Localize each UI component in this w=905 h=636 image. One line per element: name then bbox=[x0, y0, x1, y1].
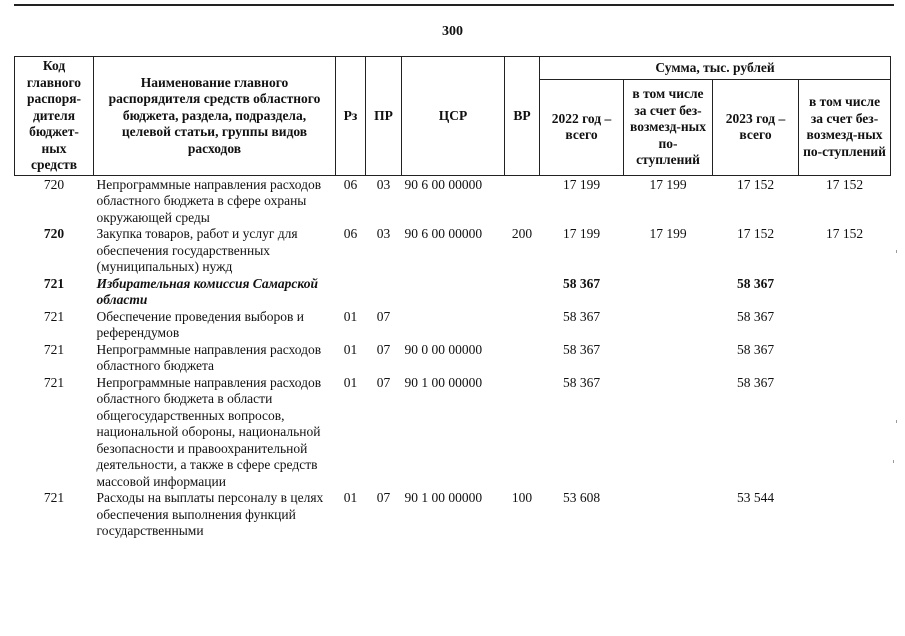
cell-2022-total: 58 367 bbox=[562, 374, 601, 390]
cell-code: 720 bbox=[43, 226, 65, 241]
cell-csr: 90 0 00 00000 bbox=[404, 341, 483, 357]
cell-2022-incl: 17 199 bbox=[649, 226, 687, 241]
table-row bbox=[15, 276, 891, 309]
cell-2023-incl bbox=[799, 375, 891, 491]
cell-vr: 100 bbox=[511, 490, 533, 505]
cell-2022-incl bbox=[624, 276, 713, 309]
cell-2022-incl bbox=[624, 342, 713, 375]
cell-2023-total: 17 152 bbox=[736, 226, 775, 241]
cell-rz: 01 bbox=[343, 374, 358, 390]
table-row bbox=[15, 226, 891, 276]
cell-pr: 03 bbox=[376, 226, 391, 241]
header-2022-total: 2022 год – всего bbox=[540, 80, 624, 176]
cell-vr bbox=[505, 375, 540, 491]
cell-csr: 90 6 00 00000 bbox=[404, 226, 483, 241]
cell-pr: 07 bbox=[376, 308, 391, 324]
cell-name: Непрограммные направления расходов областного бюджета в сфере охраны окружающей среды bbox=[96, 176, 322, 225]
header-sum-group: Сумма, тыс. рублей bbox=[540, 57, 891, 80]
cell-2023-total: 53 544 bbox=[736, 490, 775, 505]
cell-vr bbox=[505, 276, 540, 309]
cell-2022-total: 17 199 bbox=[562, 176, 601, 192]
header-pr: ПР bbox=[366, 57, 402, 176]
cell-2022-incl bbox=[624, 375, 713, 491]
cell-csr bbox=[402, 276, 505, 309]
cell-2022-incl bbox=[624, 309, 713, 342]
cell-2023-total: 58 367 bbox=[736, 308, 775, 324]
top-rule bbox=[14, 4, 894, 6]
cell-rz bbox=[336, 276, 366, 309]
cell-2022-total: 58 367 bbox=[562, 341, 601, 357]
cell-code: 721 bbox=[43, 275, 65, 291]
budget-table bbox=[14, 56, 891, 540]
cell-2023-incl bbox=[799, 276, 891, 309]
table-row bbox=[15, 375, 891, 491]
cell-code: 721 bbox=[43, 490, 65, 505]
cell-2023-incl bbox=[799, 309, 891, 342]
cell-csr bbox=[402, 309, 505, 342]
scan-speck bbox=[896, 250, 897, 253]
cell-2023-incl bbox=[799, 490, 891, 540]
cell-2023-incl bbox=[799, 342, 891, 375]
cell-name: Обеспечение проведения выборов и референдумов bbox=[96, 308, 305, 340]
cell-csr: 90 1 00 00000 bbox=[404, 490, 483, 505]
cell-code: 720 bbox=[43, 176, 65, 192]
cell-vr: 200 bbox=[511, 226, 533, 241]
cell-rz: 06 bbox=[343, 226, 358, 241]
cell-2022-incl bbox=[624, 490, 713, 540]
cell-name: Закупка товаров, работ и услуг для обеспечения государственных (муниципальных) нужд bbox=[96, 226, 298, 274]
scan-speck bbox=[893, 460, 894, 463]
cell-rz: 06 bbox=[343, 176, 358, 192]
cell-pr: 07 bbox=[376, 341, 391, 357]
cell-pr: 03 bbox=[376, 176, 391, 192]
cell-rz: 01 bbox=[343, 308, 358, 324]
cell-vr bbox=[505, 175, 540, 226]
header-csr: ЦСР bbox=[402, 57, 505, 176]
cell-code: 721 bbox=[43, 308, 65, 324]
cell-name: Непрограммные направления расходов областного бюджета в области общегосударственных вопросов, национальной обороны, национальной безопасности и правоохранительной деятельности, а также в сфере средств массовой информации bbox=[96, 374, 322, 489]
cell-name: Избирательная комиссия Самарской области bbox=[96, 275, 318, 307]
cell-name: Непрограммные направления расходов областного бюджета bbox=[96, 341, 322, 373]
header-code: Код главного распоря-дителя бюджет-ных средств bbox=[15, 57, 94, 176]
cell-rz: 01 bbox=[343, 490, 358, 505]
cell-2022-total: 17 199 bbox=[562, 226, 601, 241]
header-name: Наименование главного распорядителя средств областного бюджета, раздела, подраздела, целевой статьи, группы видов расходов bbox=[94, 57, 336, 176]
cell-code: 721 bbox=[43, 341, 65, 357]
cell-vr bbox=[505, 342, 540, 375]
cell-2023-total: 58 367 bbox=[736, 341, 775, 357]
cell-name: Расходы на выплаты персоналу в целях обеспечения выполнения функций государственными bbox=[96, 490, 324, 538]
cell-vr bbox=[505, 309, 540, 342]
cell-2022-total: 58 367 bbox=[562, 308, 601, 324]
cell-code: 721 bbox=[43, 374, 65, 390]
cell-pr: 07 bbox=[376, 374, 391, 390]
scan-speck bbox=[896, 420, 897, 423]
header-rz: Рз bbox=[336, 57, 366, 176]
cell-2022-total: 58 367 bbox=[562, 275, 601, 291]
cell-2023-total: 58 367 bbox=[736, 275, 775, 291]
header-2022-incl: в том числе за счет без-возмезд-ных по-ступлений bbox=[624, 80, 713, 176]
cell-2022-incl: 17 199 bbox=[649, 176, 687, 192]
header-row bbox=[15, 57, 891, 80]
header-2023-incl: в том числе за счет без-возмезд-ных по-ступлений bbox=[799, 80, 891, 176]
cell-csr: 90 6 00 00000 bbox=[404, 176, 483, 192]
cell-csr: 90 1 00 00000 bbox=[404, 374, 483, 390]
cell-2023-incl: 17 152 bbox=[825, 176, 864, 192]
header-vr: ВР bbox=[505, 57, 540, 176]
cell-pr bbox=[366, 276, 402, 309]
cell-2023-total: 17 152 bbox=[736, 176, 775, 192]
cell-2022-total: 53 608 bbox=[562, 490, 601, 505]
table-row bbox=[15, 175, 891, 226]
cell-2023-incl: 17 152 bbox=[825, 226, 864, 241]
header-2023-total: 2023 год – всего bbox=[713, 80, 799, 176]
table-row bbox=[15, 309, 891, 342]
cell-2023-total: 58 367 bbox=[736, 374, 775, 390]
cell-rz: 01 bbox=[343, 341, 358, 357]
table-row bbox=[15, 490, 891, 540]
table-row bbox=[15, 342, 891, 375]
cell-pr: 07 bbox=[376, 490, 391, 505]
page-number: 300 bbox=[442, 24, 463, 39]
